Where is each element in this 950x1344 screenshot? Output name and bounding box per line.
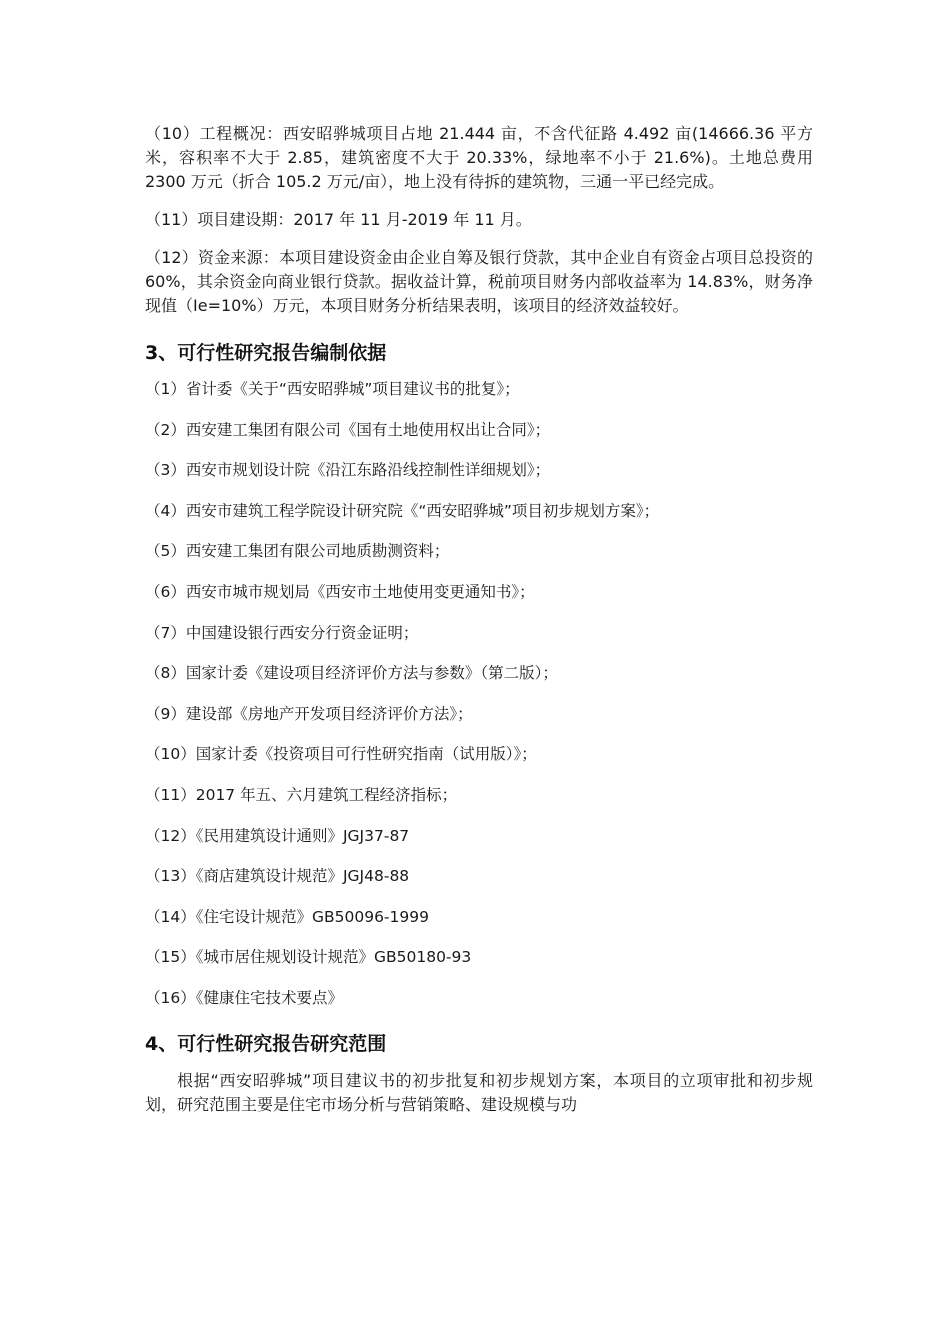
list-item: （3）西安市规划设计院《沿江东路沿线控制性详细规划》；	[145, 461, 551, 480]
list-item: （9）建设部《房地产开发项目经济评价方法》；	[145, 704, 473, 723]
paragraph-construction-period: （11）项目建设期：2017 年 11 月-2019 年 11 月。	[145, 210, 532, 229]
list-item: （4）西安市建筑工程学院设计研究院《“西安昭骅城”项目初步规划方案》；	[145, 501, 660, 520]
paragraph-project-overview: （10）工程概况：西安昭骅城项目占地 21.444 亩，不含代征路 4.492 亩(14666.36 平方米，容积率不大于 2.85，建筑密度不大于 20.33%，绿地率不小于 21.6%)。土地总费用 2300 万元（折合 105.2 万元/亩），地上没有待拆的建筑物，三通一平已经完成。	[145, 124, 813, 191]
list-item: （5）西安建工集团有限公司地质勘测资料；	[145, 542, 450, 561]
list-item: （11）2017 年五、六月建筑工程经济指标；	[145, 785, 458, 804]
basis-list	[145, 378, 813, 1009]
list-item: （7）中国建设银行西安分行资金证明；	[145, 623, 419, 642]
list-item: （15）《城市居住规划设计规范》GB50180-93	[145, 948, 472, 967]
document-page	[145, 122, 813, 1131]
list-item: （12）《民用建筑设计通则》JGJ37-87	[145, 826, 410, 845]
section-3-heading: 3、可行性研究报告编制依据	[145, 342, 387, 364]
list-item: （6）西安市城市规划局《西安市土地使用变更通知书》；	[145, 582, 535, 601]
list-item: （8）国家计委《建设项目经济评价方法与参数》（第二版）；	[145, 664, 558, 683]
section-4-heading: 4、可行性研究报告研究范围	[145, 1032, 387, 1055]
paragraph-funding-source: （12）资金来源：本项目建设资金由企业自筹及银行贷款，其中企业自有资金占项目总投资的 60%，其余资金向商业银行贷款。据收益计算，税前项目财务内部收益率为 14.83%，财务净现值（Ie=10%）万元，本项目财务分析结果表明，该项目的经济效益较好。	[145, 248, 813, 315]
list-item: （14）《住宅设计规范》GB50096-1999	[145, 907, 429, 926]
list-item: （13）《商店建筑设计规范》JGJ48-88	[145, 867, 410, 886]
list-item: （1）省计委《关于“西安昭骅城”项目建议书的批复》；	[145, 380, 520, 398]
list-item: （2）西安建工集团有限公司《国有土地使用权出让合同》；	[145, 420, 551, 439]
paragraph-research-scope: 根据“西安昭骅城”项目建议书的初步批复和初步规划方案，本项目的立项审批和初步规划，研究范围主要是住宅市场分析与营销策略、建设规模与功	[145, 1070, 813, 1114]
list-item: （16）《健康住宅技术要点》	[145, 988, 343, 1007]
list-item: （10）国家计委《投资项目可行性研究指南（试用版）》；	[145, 745, 537, 764]
